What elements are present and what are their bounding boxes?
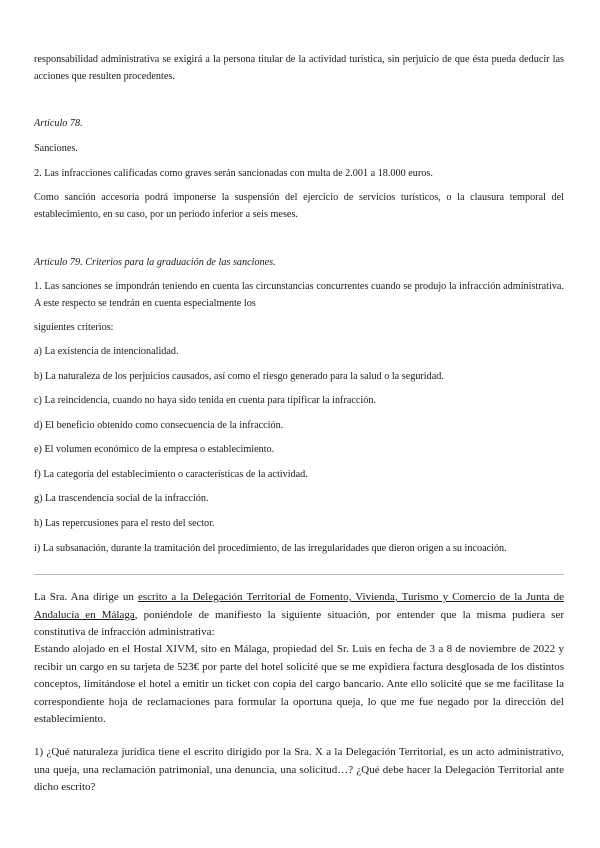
article-78-title: Sanciones. xyxy=(34,143,78,154)
intro-paragraph: responsabilidad administrativa se exigirá a la persona titular de la actividad turística, sin perjuicio de que ésta pueda deducir las acciones que resulten procedentes. xyxy=(34,54,564,82)
article-78-paragraph-2: 2. Las infracciones calificadas como graves serán sancionadas con multa de 2.001 a 18.000 euros. xyxy=(34,168,433,179)
criterion-item: i) La subsanación, durante la tramitación del procedimiento, de las irregularidades que dieron origen a su incoación. xyxy=(34,543,507,554)
article-78-paragraph-3: Como sanción accesoria podrá imponerse la suspensión del ejercicio de servicios turísticos, o la clausura temporal del establecimiento, en su caso, por un periodo inferior a seis meses. xyxy=(34,192,564,220)
criterion-item: e) El volumen económico de la empresa o establecimiento. xyxy=(34,444,275,455)
article-78-heading: Artículo 78. xyxy=(34,118,83,129)
section-divider xyxy=(34,574,564,575)
criterion-item: c) La reincidencia, cuando no haya sido tenida en cuenta para tipificar la infracción. xyxy=(34,395,376,406)
criterion-item: f) La categoría del establecimiento o características de la actividad. xyxy=(34,469,308,480)
case-statement: Estando alojado en el Hostal XIVM, sito en Málaga, propiedad del Sr. Luis en fecha de 3 a 8 de noviembre de 2022 y recibir un cargo en su tarjeta de 523€ por parte del hotel solicité que se me expidiera factura desglosada de los distintos conceptos, limitándose el hotel a emitir un ticket con copia del cargo bancario. Ante ello solicité que se me facilitase la correspondiente hoja de reclamaciones para formular la oportuna queja, lo que me fue negado por la dirección del establecimiento. xyxy=(34,643,564,725)
article-79-heading: Artículo 79. Criterios para la graduación de las sanciones. xyxy=(34,257,276,268)
article-79-criteria-intro: siguientes criterios: xyxy=(34,322,114,333)
case-intro-paragraph xyxy=(34,589,564,642)
case-document-reference: escrito a la Delegación Territorial de Fomento, Vivienda, Turismo y Comercio de la Junta de Andalucía en Málaga xyxy=(34,591,564,621)
criterion-item: d) El beneficio obtenido como consecuencia de la infracción. xyxy=(34,420,284,431)
criterion-item: a) La existencia de intencionalidad. xyxy=(34,346,179,357)
article-79-paragraph-1: 1. Las sanciones se impondrán teniendo en cuenta las circunstancias concurrentes cuando se produjo la infracción administrativa. A este respecto se tendrán en cuenta especialmente los xyxy=(34,281,564,309)
criterion-item: b) La naturaleza de los perjuicios causados, así como el riesgo generado para la salud o la seguridad. xyxy=(34,371,444,382)
case-intro-text: La Sra. Ana dirige un xyxy=(34,591,138,603)
criterion-item: g) La trascendencia social de la infracción. xyxy=(34,493,209,504)
question-1: 1) ¿Qué naturaleza jurídica tiene el escrito dirigido por la Sra. X a la Delegación Territorial, es un acto administrativo, una queja, una reclamación patrimonial, una denuncia, una solicitud…? ¿Qué debe hacer la Delegación Territorial ante dicho escrito? xyxy=(34,746,564,793)
case-intro-continuation: , poniéndole de manifiesto la siguiente situación, por entender que la misma pudiera ser constitutiva de infracción administrativa: xyxy=(34,608,564,638)
criterion-item: h) Las repercusiones para el resto del sector. xyxy=(34,518,215,529)
